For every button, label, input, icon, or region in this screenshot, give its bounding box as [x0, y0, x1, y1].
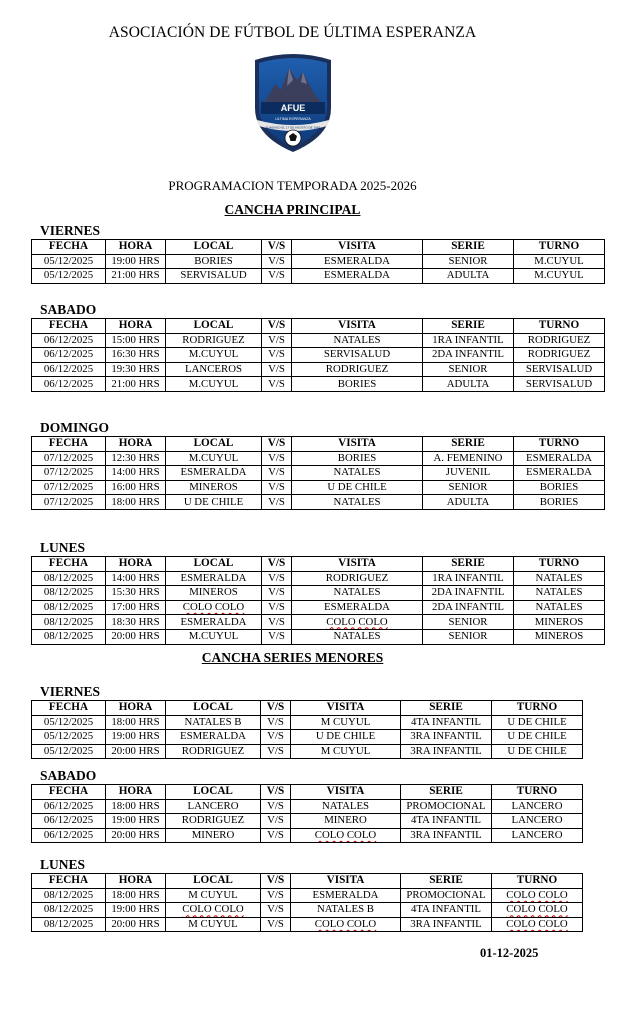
table-cell: 07/12/2025	[32, 466, 106, 481]
schedule-table	[31, 318, 605, 392]
table-cell: ESMERALDA	[292, 600, 423, 615]
table-cell: V/S	[261, 715, 291, 730]
table-cell: V/S	[261, 814, 291, 829]
table-cell: M CUYUL	[291, 744, 401, 759]
table-cell: COLO COLO	[166, 600, 262, 615]
table-cell: NATALES B	[291, 903, 401, 918]
table-header-row	[32, 874, 583, 889]
table-cell: COLO COLO	[492, 888, 583, 903]
table-cell: COLO COLO	[492, 903, 583, 918]
table-cell: V/S	[262, 377, 292, 392]
table-cell: RODRIGUEZ	[166, 744, 261, 759]
table-row	[32, 348, 605, 363]
day-heading: DOMINGO	[40, 420, 109, 435]
table-cell: LANCEROS	[166, 362, 262, 377]
table-cell: 05/12/2025	[32, 715, 106, 730]
table-row	[32, 799, 583, 814]
table-header-row	[32, 240, 605, 255]
table-cell: 20:00 HRS	[106, 828, 166, 843]
table-row	[32, 730, 583, 745]
column-header: V/S	[262, 557, 292, 572]
table-row	[32, 377, 605, 392]
column-header: SERIE	[423, 437, 514, 452]
table-cell: 14:00 HRS	[106, 466, 166, 481]
table-cell: 06/12/2025	[32, 377, 106, 392]
column-header: HORA	[106, 874, 166, 889]
table-cell: 18:00 HRS	[106, 715, 166, 730]
table-cell: M.CUYUL	[166, 348, 262, 363]
court-title: CANCHA SERIES MENORES	[201, 650, 384, 665]
table-cell: V/S	[261, 903, 291, 918]
table-cell: 18:00 HRS	[106, 799, 166, 814]
table-cell: V/S	[262, 362, 292, 377]
table-cell: U DE CHILE	[166, 495, 262, 510]
table-cell: 08/12/2025	[32, 600, 106, 615]
table-cell: 19:00 HRS	[106, 814, 166, 829]
table-cell: RODRIGUEZ	[292, 571, 423, 586]
column-header: SERIE	[423, 240, 514, 255]
table-cell: 12:30 HRS	[106, 451, 166, 466]
table-cell: SERVISALUD	[514, 377, 605, 392]
table-cell: RODRIGUEZ	[166, 333, 262, 348]
court-title: CANCHA PRINCIPAL	[224, 202, 361, 217]
day-heading: SABADO	[40, 768, 97, 783]
table-cell: V/S	[262, 254, 292, 269]
column-header: SERIE	[401, 874, 492, 889]
table-cell: MINEROS	[514, 629, 605, 644]
column-header: VISITA	[291, 785, 401, 800]
table-cell: 06/12/2025	[32, 362, 106, 377]
column-header: HORA	[106, 701, 166, 716]
table-cell: ESMERALDA	[292, 254, 423, 269]
table-row	[32, 254, 605, 269]
table-cell: M.CUYUL	[514, 269, 605, 284]
table-cell: 19:00 HRS	[106, 903, 166, 918]
column-header: TURNO	[514, 437, 605, 452]
table-cell: 07/12/2025	[32, 451, 106, 466]
day-heading: LUNES	[40, 540, 86, 555]
table-cell: RODRIGUEZ	[166, 814, 261, 829]
table-cell: NATALES	[292, 333, 423, 348]
table-cell: 1RA INFANTIL	[423, 333, 514, 348]
table-cell: ESMERALDA	[292, 269, 423, 284]
schedule-table	[31, 700, 583, 759]
table-cell: 07/12/2025	[32, 495, 106, 510]
table-cell: 21:00 HRS	[106, 377, 166, 392]
column-header: TURNO	[492, 701, 583, 716]
column-header: VISITA	[292, 240, 423, 255]
table-cell: 3RA INFANTIL	[401, 730, 492, 745]
column-header: TURNO	[514, 319, 605, 334]
column-header: HORA	[106, 557, 166, 572]
table-cell: NATALES	[514, 586, 605, 601]
table-cell: SERVISALUD	[166, 269, 262, 284]
table-cell: 20:00 HRS	[106, 917, 166, 932]
table-cell: 14:00 HRS	[106, 571, 166, 586]
table-row	[32, 480, 605, 495]
table-row	[32, 888, 583, 903]
table-cell: 3RA INFANTIL	[401, 917, 492, 932]
table-cell: V/S	[261, 917, 291, 932]
column-header: FECHA	[32, 319, 106, 334]
table-cell: 3RA INFANTIL	[401, 828, 492, 843]
column-header: LOCAL	[166, 701, 261, 716]
table-cell: M.CUYUL	[166, 377, 262, 392]
table-cell: BORIES	[514, 480, 605, 495]
table-row	[32, 269, 605, 284]
column-header: LOCAL	[166, 437, 262, 452]
column-header: V/S	[262, 437, 292, 452]
table-cell: 08/12/2025	[32, 629, 106, 644]
column-header: LOCAL	[166, 785, 261, 800]
table-cell: 3RA INFANTIL	[401, 744, 492, 759]
column-header: FECHA	[32, 437, 106, 452]
table-cell: 05/12/2025	[32, 254, 106, 269]
table-cell: ESMERALDA	[166, 615, 262, 630]
table-header-row	[32, 701, 583, 716]
table-cell: LANCERO	[492, 799, 583, 814]
table-cell: 06/12/2025	[32, 348, 106, 363]
table-row	[32, 362, 605, 377]
column-header: TURNO	[492, 785, 583, 800]
table-cell: 2DA INFANTIL	[423, 348, 514, 363]
table-row	[32, 600, 605, 615]
table-cell: PROMOCIONAL	[401, 799, 492, 814]
table-cell: 4TA INFANTIL	[401, 715, 492, 730]
table-cell: 16:00 HRS	[106, 480, 166, 495]
table-cell: 19:30 HRS	[106, 362, 166, 377]
table-cell: NATALES	[292, 629, 423, 644]
table-header-row	[32, 785, 583, 800]
column-header: LOCAL	[166, 874, 261, 889]
table-cell: 05/12/2025	[32, 744, 106, 759]
table-cell: ADULTA	[423, 377, 514, 392]
column-header: SERIE	[423, 557, 514, 572]
column-header: SERIE	[401, 701, 492, 716]
column-header: V/S	[261, 874, 291, 889]
table-cell: ESMERALDA	[166, 571, 262, 586]
table-cell: COLO COLO	[492, 917, 583, 932]
table-cell: SENIOR	[423, 629, 514, 644]
table-cell: COLO COLO	[291, 917, 401, 932]
table-row	[32, 744, 583, 759]
column-header: HORA	[106, 319, 166, 334]
table-cell: U DE CHILE	[292, 480, 423, 495]
table-row	[32, 615, 605, 630]
column-header: VISITA	[292, 437, 423, 452]
table-cell: 07/12/2025	[32, 480, 106, 495]
column-header: HORA	[106, 437, 166, 452]
table-cell: M CUYUL	[291, 715, 401, 730]
table-cell: 19:00 HRS	[106, 254, 166, 269]
table-cell: V/S	[261, 799, 291, 814]
table-cell: 05/12/2025	[32, 730, 106, 745]
table-cell: LANCERO	[492, 828, 583, 843]
table-cell: RODRIGUEZ	[292, 362, 423, 377]
svg-text:AFUE: AFUE	[280, 103, 306, 113]
table-cell: COLO COLO	[292, 615, 423, 630]
table-cell: ESMERALDA	[166, 466, 262, 481]
table-cell: 20:00 HRS	[106, 744, 166, 759]
column-header: V/S	[262, 319, 292, 334]
table-cell: 08/12/2025	[32, 903, 106, 918]
column-header: FECHA	[32, 557, 106, 572]
table-cell: MINEROS	[166, 586, 262, 601]
table-cell: SENIOR	[423, 254, 514, 269]
table-cell: 18:00 HRS	[106, 495, 166, 510]
table-cell: NATALES	[514, 600, 605, 615]
table-cell: NATALES	[292, 586, 423, 601]
table-cell: 08/12/2025	[32, 571, 106, 586]
table-cell: MINERO	[291, 814, 401, 829]
table-cell: JUVENIL	[423, 466, 514, 481]
column-header: VISITA	[291, 701, 401, 716]
table-cell: NATALES B	[166, 715, 261, 730]
table-cell: 05/12/2025	[32, 269, 106, 284]
table-cell: V/S	[262, 480, 292, 495]
table-cell: 4TA INFANTIL	[401, 814, 492, 829]
table-cell: COLO COLO	[166, 903, 261, 918]
table-cell: M.CUYUL	[514, 254, 605, 269]
table-cell: NATALES	[292, 466, 423, 481]
table-cell: V/S	[261, 828, 291, 843]
table-cell: 16:30 HRS	[106, 348, 166, 363]
afue-logo	[247, 50, 339, 154]
table-cell: 2DA INAFNTIL	[423, 586, 514, 601]
table-cell: 08/12/2025	[32, 586, 106, 601]
table-cell: BORIES	[292, 451, 423, 466]
column-header: TURNO	[492, 874, 583, 889]
table-cell: V/S	[262, 615, 292, 630]
column-header: LOCAL	[166, 319, 262, 334]
table-cell: NATALES	[292, 495, 423, 510]
day-heading: VIERNES	[40, 223, 101, 238]
table-row	[32, 333, 605, 348]
column-header: V/S	[262, 240, 292, 255]
table-row	[32, 466, 605, 481]
table-cell: SENIOR	[423, 480, 514, 495]
column-header: FECHA	[32, 785, 106, 800]
column-header: HORA	[106, 240, 166, 255]
column-header: TURNO	[514, 240, 605, 255]
table-cell: V/S	[261, 888, 291, 903]
table-cell: NATALES	[291, 799, 401, 814]
table-row	[32, 917, 583, 932]
table-row	[32, 586, 605, 601]
table-cell: 06/12/2025	[32, 828, 106, 843]
table-header-row	[32, 319, 605, 334]
schedule-table	[31, 436, 605, 510]
column-header: LOCAL	[166, 240, 262, 255]
column-header: LOCAL	[166, 557, 262, 572]
table-row	[32, 903, 583, 918]
table-row	[32, 814, 583, 829]
table-cell: V/S	[262, 333, 292, 348]
table-cell: 17:00 HRS	[106, 600, 166, 615]
table-cell: PROMOCIONAL	[401, 888, 492, 903]
column-header: TURNO	[514, 557, 605, 572]
table-cell: SERVISALUD	[514, 362, 605, 377]
schedule-table	[31, 873, 583, 932]
table-header-row	[32, 437, 605, 452]
table-cell: U DE CHILE	[291, 730, 401, 745]
table-cell: V/S	[262, 466, 292, 481]
table-cell: 20:00 HRS	[106, 629, 166, 644]
table-cell: LANCERO	[492, 814, 583, 829]
table-cell: 1RA INFANTIL	[423, 571, 514, 586]
table-cell: ESMERALDA	[514, 466, 605, 481]
column-header: FECHA	[32, 874, 106, 889]
table-row	[32, 571, 605, 586]
document-date: 01-12-2025	[480, 946, 539, 960]
column-header: SERIE	[423, 319, 514, 334]
table-cell: ADULTA	[423, 269, 514, 284]
table-cell: 06/12/2025	[32, 799, 106, 814]
schedule-table	[31, 784, 583, 843]
table-row	[32, 495, 605, 510]
table-cell: M CUYUL	[166, 888, 261, 903]
column-header: V/S	[261, 785, 291, 800]
table-cell: MINERO	[166, 828, 261, 843]
day-heading: SABADO	[40, 302, 97, 317]
table-cell: BORIES	[166, 254, 262, 269]
table-row	[32, 629, 605, 644]
table-cell: 08/12/2025	[32, 615, 106, 630]
column-header: SERIE	[401, 785, 492, 800]
table-cell: U DE CHILE	[492, 730, 583, 745]
table-cell: M.CUYUL	[166, 451, 262, 466]
table-cell: MINEROS	[166, 480, 262, 495]
table-row	[32, 828, 583, 843]
column-header: VISITA	[291, 874, 401, 889]
table-header-row	[32, 557, 605, 572]
schedule-table	[31, 239, 605, 284]
table-cell: MINEROS	[514, 615, 605, 630]
table-row	[32, 715, 583, 730]
table-cell: SENIOR	[423, 615, 514, 630]
table-cell: COLO COLO	[291, 828, 401, 843]
table-cell: V/S	[261, 744, 291, 759]
table-cell: SENIOR	[423, 362, 514, 377]
table-cell: V/S	[262, 571, 292, 586]
schedule-table	[31, 556, 605, 645]
table-cell: A. FEMENINO	[423, 451, 514, 466]
table-cell: V/S	[262, 348, 292, 363]
column-header: VISITA	[292, 319, 423, 334]
svg-text:FUNDADO EL 17 DE AGOSTO DE 194: FUNDADO EL 17 DE AGOSTO DE 1942	[265, 125, 321, 130]
table-cell: V/S	[261, 730, 291, 745]
table-cell: M CUYUL	[166, 917, 261, 932]
table-cell: 06/12/2025	[32, 333, 106, 348]
table-cell: M.CUYUL	[166, 629, 262, 644]
table-cell: V/S	[262, 629, 292, 644]
table-cell: 4TA INFANTIL	[401, 903, 492, 918]
table-cell: RODRIGUEZ	[514, 348, 605, 363]
table-row	[32, 451, 605, 466]
table-cell: NATALES	[514, 571, 605, 586]
table-cell: 19:00 HRS	[106, 730, 166, 745]
table-cell: 2DA INFANTIL	[423, 600, 514, 615]
table-cell: ESMERALDA	[166, 730, 261, 745]
table-cell: 15:30 HRS	[106, 586, 166, 601]
table-cell: 08/12/2025	[32, 917, 106, 932]
table-cell: BORIES	[292, 377, 423, 392]
table-cell: V/S	[262, 269, 292, 284]
column-header: FECHA	[32, 701, 106, 716]
table-cell: V/S	[262, 495, 292, 510]
day-heading: LUNES	[40, 857, 86, 872]
table-cell: 18:00 HRS	[106, 888, 166, 903]
table-cell: 18:30 HRS	[106, 615, 166, 630]
column-header: V/S	[261, 701, 291, 716]
table-cell: ESMERALDA	[514, 451, 605, 466]
table-cell: ESMERALDA	[291, 888, 401, 903]
table-cell: U DE CHILE	[492, 744, 583, 759]
table-cell: V/S	[262, 451, 292, 466]
svg-text:ULTIMA ESPERANZA: ULTIMA ESPERANZA	[275, 117, 311, 121]
table-cell: LANCERO	[166, 799, 261, 814]
column-header: VISITA	[292, 557, 423, 572]
table-cell: SERVISALUD	[292, 348, 423, 363]
table-cell: U DE CHILE	[492, 715, 583, 730]
column-header: FECHA	[32, 240, 106, 255]
table-cell: 21:00 HRS	[106, 269, 166, 284]
table-cell: V/S	[262, 586, 292, 601]
table-cell: RODRIGUEZ	[514, 333, 605, 348]
day-heading: VIERNES	[40, 684, 101, 699]
table-cell: BORIES	[514, 495, 605, 510]
column-header: HORA	[106, 785, 166, 800]
table-cell: 06/12/2025	[32, 814, 106, 829]
season-subtitle: PROGRAMACION TEMPORADA 2025-2026	[168, 178, 417, 193]
table-cell: 08/12/2025	[32, 888, 106, 903]
table-cell: ADULTA	[423, 495, 514, 510]
association-title: ASOCIACIÓN DE FÚTBOL DE ÚLTIMA ESPERANZA	[108, 24, 477, 41]
table-cell: V/S	[262, 600, 292, 615]
table-cell: 15:00 HRS	[106, 333, 166, 348]
